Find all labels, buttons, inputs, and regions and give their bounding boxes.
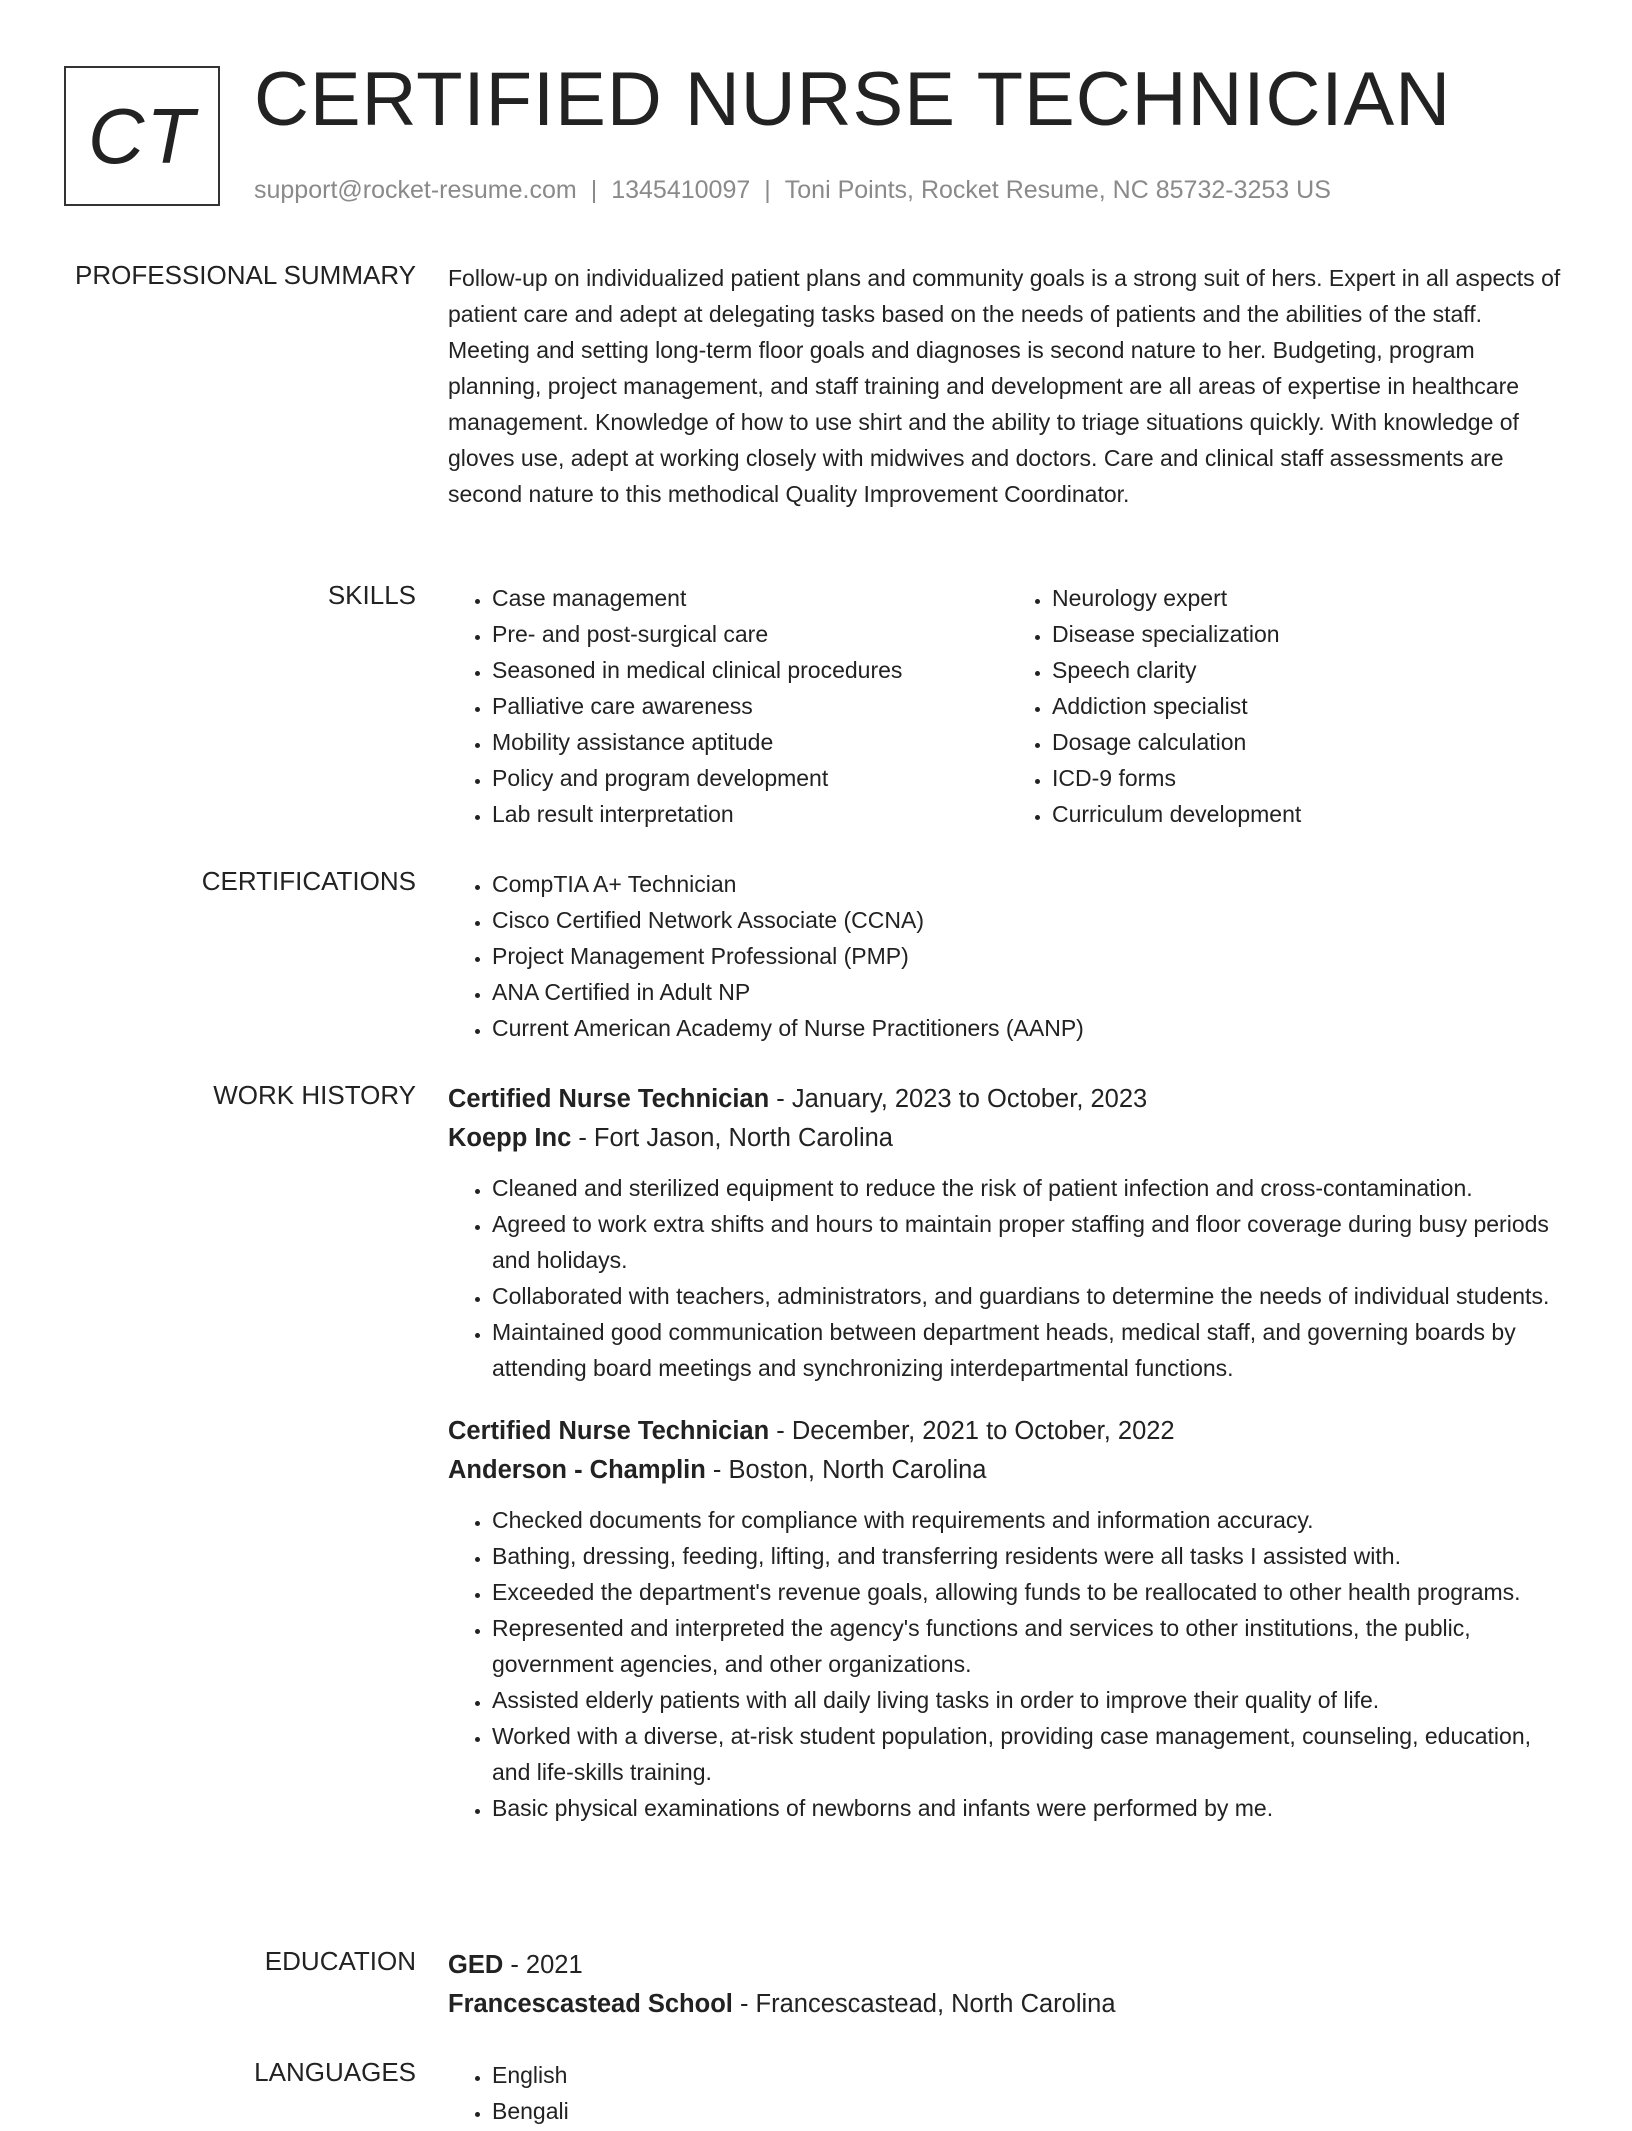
languages-content (448, 2057, 1568, 2129)
job-entry (448, 1412, 1568, 1826)
job-bullet: • Agreed to work extra shifts and hours to maintain proper staffing and floor coverage during busy periods and holidays. (492, 1206, 1568, 1278)
skill-item: • Mobility assistance aptitude (492, 724, 1008, 760)
summary-text: Follow-up on individualized patient plans and community goals is a strong suit of hers. Expert in all aspects of patient care and adept at delegating tasks based on the needs of patients and the abilities of the staff. Meeting and setting long-term floor goals and diagnoses is second nature to her. Budgeting, program planning, project management, and staff training and development are all areas of expertise in healthcare management. Knowledge of how to use shirt and the ability to triage situations quickly. With knowledge of gloves use, adept at working closely with midwives and doctors. Care and clinical staff assessments are second nature to this methodical Quality Improvement Coordinator. (448, 265, 1561, 507)
skill-item: • Curriculum development (1052, 796, 1568, 832)
job-location: - Boston, North Carolina (705, 1456, 987, 1484)
section-label-education: EDUCATION (264, 1946, 416, 1976)
certification-item: • Cisco Certified Network Associate (CCNA) (492, 902, 1568, 938)
job-bullet: • Basic physical examinations of newborns and infants were performed by me. (492, 1790, 1568, 1826)
section-label-certifications: CERTIFICATIONS (201, 866, 416, 896)
job-bullet: • Checked documents for compliance with requirements and information accuracy. (492, 1502, 1568, 1538)
job-bullet: • Cleaned and sterilized equipment to reduce the risk of patient infection and cross-contamination. (492, 1170, 1568, 1206)
job-dates: - December, 2021 to October, 2022 (769, 1417, 1175, 1445)
skill-item: • Neurology expert (1052, 580, 1568, 616)
certifications-content (448, 866, 1568, 1046)
job-bullet: • Maintained good communication between department heads, medical staff, and governing boards by attending board meetings and synchronizing interdepartmental functions. (492, 1314, 1568, 1386)
education-year: - 2021 (503, 1951, 583, 1979)
skill-item: • ICD-9 forms (1052, 760, 1568, 796)
work-history-content (448, 1080, 1568, 1826)
education-degree-line (448, 1946, 1568, 1984)
contact-email[interactable]: support@rocket-resume.com (254, 176, 577, 204)
job-bullet: • Assisted elderly patients with all daily living tasks in order to improve their quality of life. (492, 1682, 1568, 1718)
language-item: • Bengali (492, 2093, 1568, 2129)
skill-item: • Policy and program development (492, 760, 1008, 796)
skill-item: • Addiction specialist (1052, 688, 1568, 724)
job-location: - Fort Jason, North Carolina (571, 1124, 893, 1152)
job-company-line (448, 1450, 1568, 1490)
job-company: Koepp Inc (448, 1124, 572, 1152)
job-title: Certified Nurse Technician (448, 1417, 770, 1445)
skill-item: • Pre- and post-surgical care (492, 616, 1008, 652)
job-bullet: • Exceeded the department's revenue goals, allowing funds to be reallocated to other health programs. (492, 1574, 1568, 1610)
education-content (448, 1946, 1568, 2024)
certification-item: • Project Management Professional (PMP) (492, 938, 1568, 974)
monogram-box (64, 66, 220, 206)
resume-name: CERTIFIED NURSE TECHNICIAN (254, 57, 1452, 142)
education-school: Francescastead School (448, 1990, 733, 2018)
certification-item: • Current American Academy of Nurse Practitioners (AANP) (492, 1010, 1568, 1046)
job-bullet: • Worked with a diverse, at-risk student population, providing case management, counseling, education, and life-skills training. (492, 1718, 1568, 1790)
job-company-line (448, 1118, 1568, 1158)
contact-address: Toni Points, Rocket Resume, NC 85732-3253 US (784, 176, 1331, 204)
job-bullet: • Bathing, dressing, feeding, lifting, and transferring residents were all tasks I assisted with. (492, 1538, 1568, 1574)
language-item: • English (492, 2057, 1568, 2093)
languages-list (448, 2057, 1568, 2129)
skill-item: • Speech clarity (1052, 652, 1568, 688)
section-label-languages: LANGUAGES (254, 2057, 416, 2087)
job-bullets (448, 1502, 1568, 1826)
skill-item: • Palliative care awareness (492, 688, 1008, 724)
section-label-summary: PROFESSIONAL SUMMARY (75, 260, 416, 290)
contact-separator: | (590, 176, 598, 204)
job-dates: - January, 2023 to October, 2023 (769, 1085, 1148, 1113)
certification-item: • ANA Certified in Adult NP (492, 974, 1568, 1010)
skills-list-left (448, 580, 1008, 832)
skills-columns (448, 580, 1568, 832)
job-title: Certified Nurse Technician (448, 1085, 770, 1113)
skills-list-right (1008, 580, 1568, 832)
contact-phone[interactable]: 1345410097 (611, 176, 751, 204)
section-label-skills: SKILLS (327, 580, 416, 610)
certifications-list (448, 866, 1568, 1046)
skill-item: • Case management (492, 580, 1008, 616)
contact-separator: | (764, 176, 771, 204)
education-degree: GED (448, 1951, 504, 1979)
skill-item: • Seasoned in medical clinical procedures (492, 652, 1008, 688)
job-title-line (448, 1412, 1568, 1450)
contact-line (254, 176, 1331, 205)
skill-item: • Dosage calculation (1052, 724, 1568, 760)
job-bullet: • Represented and interpreted the agency's functions and services to other institutions, the public, government agencies, and other organizations. (492, 1610, 1568, 1682)
skill-item: • Lab result interpretation (492, 796, 1008, 832)
job-company: Anderson - Champlin (448, 1456, 706, 1484)
job-title-line (448, 1080, 1568, 1118)
skill-item: • Disease specialization (1052, 616, 1568, 652)
job-entry (448, 1080, 1568, 1386)
section-label-work-history: WORK HISTORY (213, 1080, 416, 1110)
monogram-initials: CT (88, 91, 196, 180)
job-bullets (448, 1170, 1568, 1386)
education-school-line (448, 1984, 1568, 2024)
certification-item: • CompTIA A+ Technician (492, 866, 1568, 902)
education-location: - Francescastead, North Carolina (732, 1990, 1116, 2018)
job-bullet: • Collaborated with teachers, administrators, and guardians to determine the needs of individual students. (492, 1278, 1568, 1314)
